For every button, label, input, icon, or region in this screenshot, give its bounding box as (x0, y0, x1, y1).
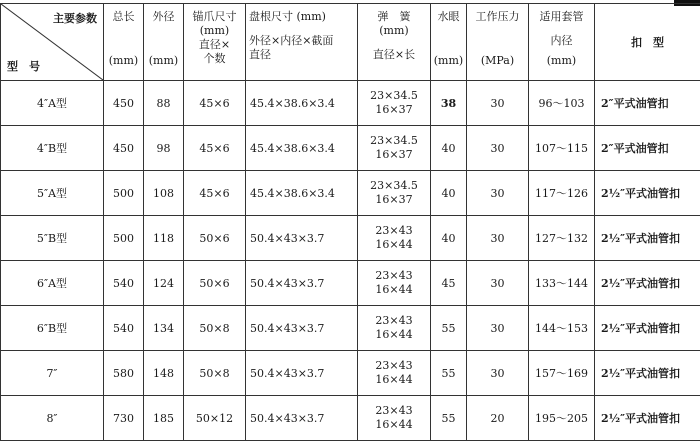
cell-nozzle: 55 (431, 351, 467, 396)
cell-casing: 127～132 (529, 216, 595, 261)
header-length: 总长 (mm) (104, 4, 144, 81)
cell-claw: 50×12 (184, 396, 246, 441)
cell-thread: 2½″平式油管扣 (595, 396, 700, 441)
header-corner-cell (1, 4, 104, 81)
cell-casing: 144～153 (529, 306, 595, 351)
cell-model: 5″A型 (1, 171, 104, 216)
cell-thread: 2½″平式油管扣 (595, 171, 700, 216)
cell-nozzle: 55 (431, 306, 467, 351)
cell-length: 450 (104, 81, 144, 126)
cell-casing: 117～126 (529, 171, 595, 216)
cell-spring: 23×43 16×44 (358, 261, 431, 306)
cell-pressure: 30 (467, 171, 529, 216)
table-row (1, 351, 700, 396)
cell-model: 6″B型 (1, 306, 104, 351)
header-outer-diameter: 外径 (mm) (144, 4, 184, 81)
cell-pressure: 30 (467, 81, 529, 126)
cell-thread: 2½″平式油管扣 (595, 216, 700, 261)
header-param-label: 主要参数 (53, 10, 97, 26)
cell-pressure: 20 (467, 396, 529, 441)
spec-table (0, 3, 700, 441)
cell-casing: 107～115 (529, 126, 595, 171)
header-pressure: 工作压力 (MPa) (467, 4, 529, 81)
header-spring: 弹 簧 (mm) 直径×长 (358, 4, 431, 81)
cell-claw: 45×6 (184, 171, 246, 216)
cell-spring: 23×34.5 16×37 (358, 126, 431, 171)
header-row (1, 4, 700, 81)
cell-claw: 50×6 (184, 261, 246, 306)
cell-spring: 23×34.5 16×37 (358, 81, 431, 126)
cell-casing: 133～144 (529, 261, 595, 306)
cell-thread: 2″平式油管扣 (595, 126, 700, 171)
cell-packing: 45.4×38.6×3.4 (246, 81, 358, 126)
cell-packing: 50.4×43×3.7 (246, 396, 358, 441)
cell-od: 124 (144, 261, 184, 306)
cell-thread: 2½″平式油管扣 (595, 351, 700, 396)
cell-length: 540 (104, 306, 144, 351)
table-row (1, 126, 700, 171)
cell-claw: 50×8 (184, 306, 246, 351)
cell-nozzle: 40 (431, 171, 467, 216)
table-row (1, 81, 700, 126)
cell-claw: 45×6 (184, 81, 246, 126)
cell-casing: 195～205 (529, 396, 595, 441)
cell-length: 580 (104, 351, 144, 396)
table-row (1, 306, 700, 351)
cell-spring: 23×34.5 16×37 (358, 171, 431, 216)
cell-nozzle: 45 (431, 261, 467, 306)
cell-spring: 23×43 16×44 (358, 396, 431, 441)
cell-pressure: 30 (467, 261, 529, 306)
cell-thread: 2½″平式油管扣 (595, 306, 700, 351)
cell-model: 4″A型 (1, 81, 104, 126)
table-row (1, 216, 700, 261)
cell-packing: 50.4×43×3.7 (246, 261, 358, 306)
header-packing-size: 盘根尺寸 (mm) 外径×内径×截面 直径 (246, 4, 358, 81)
cell-nozzle: 55 (431, 396, 467, 441)
cell-spring: 23×43 16×44 (358, 351, 431, 396)
cell-model: 7″ (1, 351, 104, 396)
cell-pressure: 30 (467, 126, 529, 171)
cell-nozzle: 40 (431, 126, 467, 171)
cell-packing: 50.4×43×3.7 (246, 306, 358, 351)
cell-spring: 23×43 16×44 (358, 306, 431, 351)
cell-nozzle: 40 (431, 216, 467, 261)
cell-packing: 50.4×43×3.7 (246, 216, 358, 261)
cell-casing: 96～103 (529, 81, 595, 126)
cell-od: 118 (144, 216, 184, 261)
cell-packing: 45.4×38.6×3.4 (246, 126, 358, 171)
cell-pressure: 30 (467, 306, 529, 351)
cell-casing: 157～169 (529, 351, 595, 396)
cell-length: 500 (104, 171, 144, 216)
cell-model: 5″B型 (1, 216, 104, 261)
cell-thread: 2½″平式油管扣 (595, 261, 700, 306)
cell-od: 185 (144, 396, 184, 441)
cell-claw: 50×8 (184, 351, 246, 396)
cell-pressure: 30 (467, 216, 529, 261)
cell-nozzle: 38 (431, 81, 467, 126)
header-thread: 扣 型 (595, 4, 700, 81)
header-claw-size: 锚爪尺寸 (mm) 直径× 个数 (184, 4, 246, 81)
cell-length: 730 (104, 396, 144, 441)
cell-length: 450 (104, 126, 144, 171)
cell-claw: 50×6 (184, 216, 246, 261)
cell-spring: 23×43 16×44 (358, 216, 431, 261)
cell-model: 4″B型 (1, 126, 104, 171)
cell-od: 88 (144, 81, 184, 126)
cell-packing: 45.4×38.6×3.4 (246, 171, 358, 216)
cell-od: 134 (144, 306, 184, 351)
cell-model: 6″A型 (1, 261, 104, 306)
cell-pressure: 30 (467, 351, 529, 396)
header-nozzle: 水眼 (mm) (431, 4, 467, 81)
table-row (1, 171, 700, 216)
table-row (1, 396, 700, 441)
header-model-label: 型 号 (7, 58, 40, 74)
cell-model: 8″ (1, 396, 104, 441)
table-row (1, 261, 700, 306)
cell-length: 500 (104, 216, 144, 261)
cell-claw: 45×6 (184, 126, 246, 171)
cell-od: 98 (144, 126, 184, 171)
cell-thread: 2″平式油管扣 (595, 81, 700, 126)
cell-packing: 50.4×43×3.7 (246, 351, 358, 396)
header-casing: 适用套管 内径 (mm) (529, 4, 595, 81)
cell-length: 540 (104, 261, 144, 306)
cell-od: 148 (144, 351, 184, 396)
cell-od: 108 (144, 171, 184, 216)
